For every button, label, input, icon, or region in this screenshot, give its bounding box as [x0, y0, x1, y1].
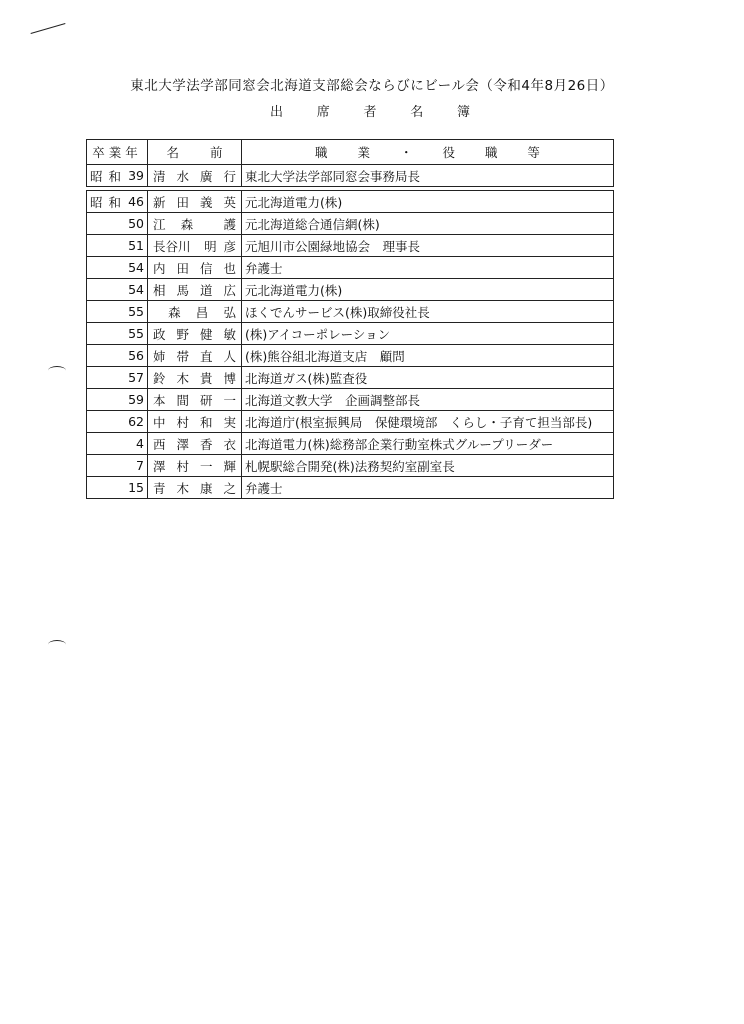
name-part: 貴 — [199, 370, 213, 386]
table-row — [87, 477, 614, 499]
table-header-row — [87, 140, 614, 165]
name-part: 昌 — [195, 304, 209, 320]
name-part: 廣 — [199, 168, 213, 184]
table-row — [87, 345, 614, 367]
name-part: 帯 — [176, 348, 189, 364]
name-part: 博 — [223, 370, 236, 386]
name-part: 西 — [153, 436, 166, 452]
name-part: 広 — [223, 282, 236, 298]
job-cell: 東北大学法学部同窓会事務局長 — [242, 165, 614, 187]
name-cell — [148, 323, 242, 345]
header-occupation — [242, 140, 614, 165]
name-part: 澤 — [176, 436, 189, 452]
document-title: 東北大学法学部同窓会北海道支部総会ならびにビール会（令和4年8月26日） — [130, 78, 614, 94]
subtitle-char: 者 — [363, 105, 377, 120]
header-job-char: ・ — [399, 145, 413, 160]
subtitle-char: 席 — [316, 105, 330, 120]
document-subtitle — [270, 101, 470, 120]
year: 59 — [128, 392, 144, 407]
name-part: 青 — [153, 480, 166, 496]
table-row — [87, 165, 614, 187]
name-cell — [148, 257, 242, 279]
job-cell: 札幌駅総合開発(株)法務契約室副室長 — [242, 455, 614, 477]
name-cell — [148, 389, 242, 411]
era: 昭和 — [90, 168, 128, 184]
name-part: 信 — [199, 260, 213, 276]
name-part: 敏 — [223, 326, 236, 342]
name-part: 英 — [223, 194, 236, 210]
job-cell: 弁護士 — [242, 477, 614, 499]
name-part: 鈴 — [153, 370, 166, 386]
name-part: 森 — [180, 216, 194, 232]
header-name-char: 前 — [209, 145, 223, 160]
table-row — [87, 191, 614, 213]
name-part: 一 — [223, 392, 236, 408]
name-part: 弘 — [223, 304, 236, 320]
table-row — [87, 433, 614, 455]
header-name — [148, 140, 242, 165]
name-part: 一 — [199, 458, 213, 474]
table-row — [87, 389, 614, 411]
name-part: 野 — [176, 326, 189, 342]
job-cell: 元北海道電力(株) — [242, 279, 614, 301]
name-part: 人 — [223, 348, 236, 364]
name-part: 香 — [199, 436, 213, 452]
name-part: 村 — [176, 458, 189, 474]
name-part: 護 — [223, 216, 236, 232]
attendee-table — [86, 139, 614, 499]
job-cell: 元旭川市公園緑地協会 理事長 — [242, 235, 614, 257]
name-part: 中 — [153, 414, 166, 430]
year-cell — [87, 477, 148, 499]
subtitle-char: 出 — [270, 105, 284, 120]
name-cell — [148, 477, 242, 499]
year-cell — [87, 235, 148, 257]
name-part: 彦 — [223, 238, 236, 254]
job-cell: 元北海道総合通信網(株) — [242, 213, 614, 235]
header-graduation-year: 卒業年 — [87, 140, 148, 165]
name-part: 行 — [223, 168, 236, 184]
name-cell — [148, 279, 242, 301]
header-job-char: 業 — [357, 145, 370, 160]
name-part: 長谷川 — [153, 238, 191, 254]
name-part: 田 — [176, 194, 189, 210]
year: 4 — [136, 436, 144, 451]
name-part: 道 — [199, 282, 213, 298]
header-job-char: 職 — [484, 145, 498, 160]
name-part: 政 — [153, 326, 166, 342]
era: 昭和 — [90, 194, 128, 210]
year-cell — [87, 455, 148, 477]
year-cell — [87, 191, 148, 213]
year: 46 — [128, 194, 144, 209]
name-cell — [148, 345, 242, 367]
name-part: 実 — [223, 414, 236, 430]
table-row — [87, 455, 614, 477]
hole-punch-mark — [48, 366, 66, 375]
year-cell — [87, 257, 148, 279]
job-cell: 元北海道電力(株) — [242, 191, 614, 213]
table-row — [87, 213, 614, 235]
name-part: 新 — [153, 194, 166, 210]
name-part: 之 — [223, 480, 236, 496]
job-cell: (株)アイコーポレーション — [242, 323, 614, 345]
table-row — [87, 301, 614, 323]
name-part: 澤 — [153, 458, 166, 474]
year: 56 — [128, 348, 144, 363]
year: 55 — [128, 304, 144, 319]
header-job-char: 役 — [442, 145, 455, 160]
name-part: 直 — [199, 348, 213, 364]
name-part: 也 — [223, 260, 236, 276]
name-part: 本 — [153, 392, 166, 408]
name-part: 和 — [199, 414, 213, 430]
name-part: 相 — [153, 282, 166, 298]
table-row — [87, 323, 614, 345]
name-cell — [148, 191, 242, 213]
name-cell — [148, 165, 242, 187]
name-part: 義 — [199, 194, 213, 210]
name-cell — [148, 433, 242, 455]
year: 15 — [128, 480, 144, 495]
year-cell — [87, 411, 148, 433]
name-part: 明 — [204, 238, 217, 254]
job-cell: 弁護士 — [242, 257, 614, 279]
year-cell — [87, 433, 148, 455]
name-part: 康 — [199, 480, 213, 496]
year-cell — [87, 389, 148, 411]
name-cell — [148, 213, 242, 235]
hole-punch-mark — [48, 640, 66, 649]
job-cell: 北海道電力(株)総務部企業行動室株式グループリーダー — [242, 433, 614, 455]
name-part: 内 — [153, 260, 166, 276]
name-part: 森 — [168, 304, 181, 320]
job-cell: 北海道ガス(株)監査役 — [242, 367, 614, 389]
year: 57 — [128, 370, 144, 385]
name-cell — [148, 301, 242, 323]
pen-stroke-mark — [31, 23, 66, 34]
name-cell — [148, 235, 242, 257]
name-part: 清 — [153, 168, 166, 184]
name-part: 衣 — [223, 436, 236, 452]
name-cell — [148, 455, 242, 477]
table-row — [87, 235, 614, 257]
name-part: 木 — [176, 370, 189, 386]
year-cell — [87, 367, 148, 389]
table-row — [87, 367, 614, 389]
table-row — [87, 411, 614, 433]
table-row — [87, 257, 614, 279]
job-cell: 北海道文教大学 企画調整部長 — [242, 389, 614, 411]
year-cell — [87, 165, 148, 187]
name-part: 村 — [176, 414, 189, 430]
year: 54 — [128, 282, 144, 297]
year: 54 — [128, 260, 144, 275]
name-part: 馬 — [176, 282, 189, 298]
header-job-char: 等 — [527, 145, 540, 160]
year-cell — [87, 345, 148, 367]
name-part: 姉 — [153, 348, 166, 364]
year: 51 — [128, 238, 144, 253]
name-part: 田 — [176, 260, 189, 276]
header-job-char: 職 — [315, 145, 328, 160]
year: 55 — [128, 326, 144, 341]
year: 50 — [128, 216, 144, 231]
job-cell: ほくでんサービス(株)取締役社長 — [242, 301, 614, 323]
year: 39 — [128, 168, 144, 183]
year-cell — [87, 213, 148, 235]
year-cell — [87, 279, 148, 301]
name-part: 木 — [176, 480, 189, 496]
name-part: 研 — [199, 392, 213, 408]
subtitle-char: 名 — [410, 105, 424, 120]
name-part: 輝 — [223, 458, 236, 474]
job-cell: 北海道庁(根室振興局 保健環境部 くらし・子育て担当部長) — [242, 411, 614, 433]
name-part: 江 — [153, 216, 166, 232]
subtitle-char: 簿 — [456, 105, 470, 120]
name-cell — [148, 411, 242, 433]
year: 7 — [136, 458, 144, 473]
name-part: 間 — [176, 392, 189, 408]
header-name-char: 名 — [166, 145, 179, 160]
year: 62 — [128, 414, 144, 429]
table-row — [87, 279, 614, 301]
job-cell: (株)熊谷組北海道支店 顧問 — [242, 345, 614, 367]
name-part: 健 — [199, 326, 213, 342]
name-part: 水 — [176, 168, 189, 184]
year-cell — [87, 301, 148, 323]
year-cell — [87, 323, 148, 345]
name-cell — [148, 367, 242, 389]
